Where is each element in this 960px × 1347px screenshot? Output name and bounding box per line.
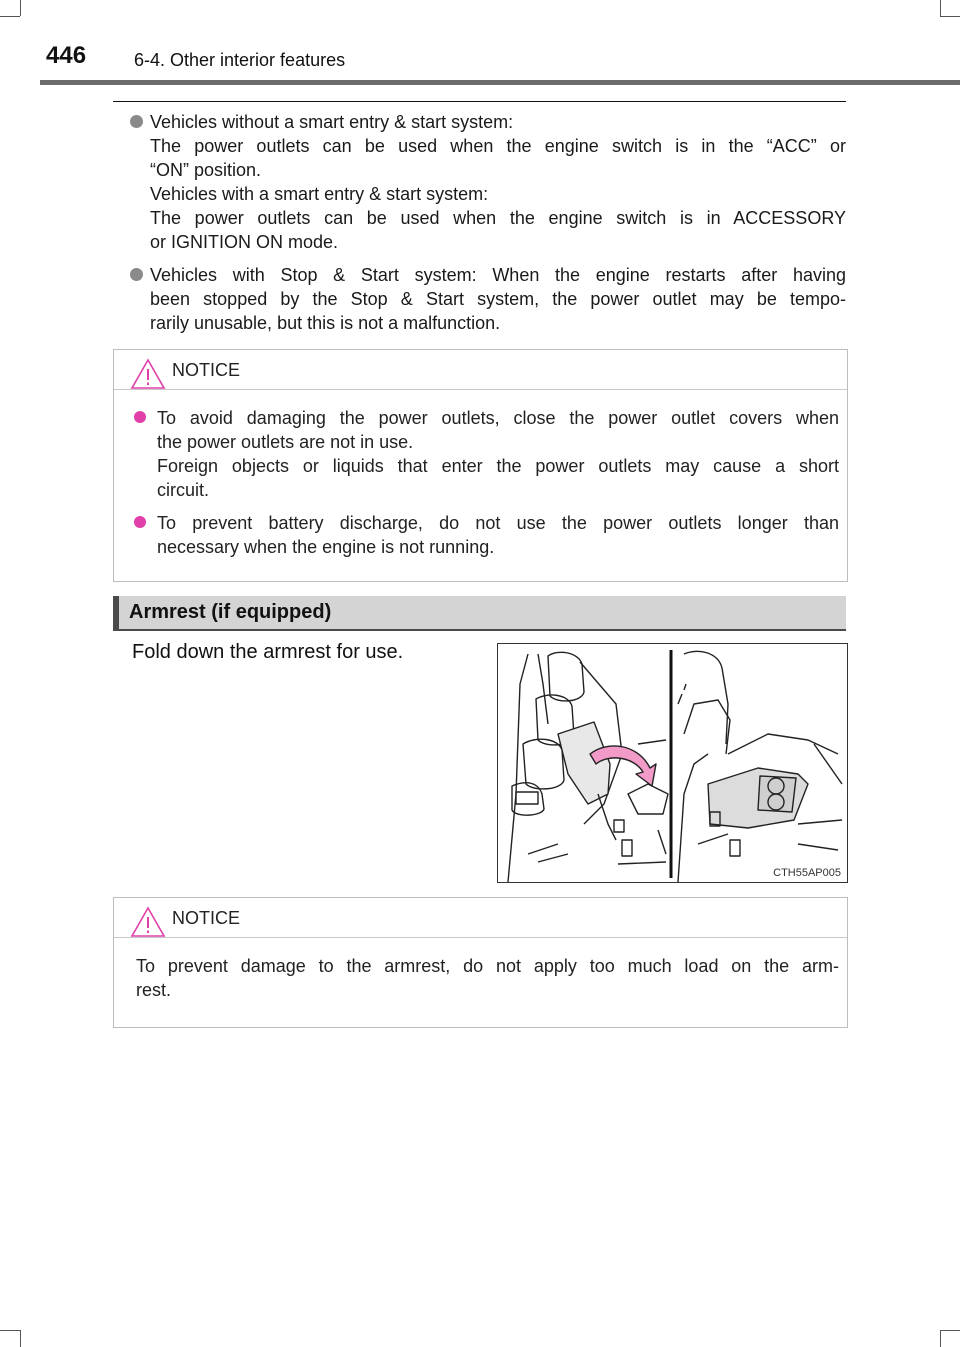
crop-mark	[940, 1330, 941, 1347]
crop-mark	[0, 16, 20, 17]
armrest-illustration	[497, 643, 848, 883]
text-line: rest.	[136, 980, 172, 1000]
crop-mark	[20, 1330, 21, 1347]
bullet-dot-icon	[130, 268, 143, 281]
notice-title: NOTICE	[172, 908, 241, 928]
armrest-instruction: Fold down the armrest for use.	[132, 641, 404, 663]
text-line: necessary when the engine is not running.	[157, 537, 495, 557]
bullet-dot-icon	[134, 516, 146, 528]
notice-text	[134, 954, 839, 1002]
crop-mark	[940, 16, 960, 17]
bullet-dot-icon	[130, 115, 143, 128]
notice-title: NOTICE	[172, 360, 241, 380]
crop-mark	[940, 0, 941, 16]
notice-item	[134, 511, 839, 559]
bullet-item	[130, 110, 846, 254]
figure-code: CTH55AP005	[773, 867, 841, 879]
notice-body	[114, 938, 847, 1014]
notice-header	[114, 350, 847, 390]
notice-item	[134, 406, 839, 502]
section-heading: Armrest (if equipped)	[129, 601, 332, 623]
text-line: the power outlets are not in use.	[157, 432, 414, 452]
text-line: To avoid damaging the power outlets, close the power outlet covers when	[157, 408, 839, 428]
section-heading-bar	[113, 596, 846, 631]
text-line: or IGNITION ON mode.	[150, 232, 339, 252]
text-line: To prevent damage to the armrest, do not apply too much load on the arm-	[136, 956, 839, 976]
text-line: rarily unusable, but this is not a malfunction.	[150, 313, 501, 333]
text-line: “ON” position.	[150, 160, 262, 180]
text-line: The power outlets can be used when the engine switch is in the “ACC” or	[150, 136, 846, 156]
notice-body	[114, 390, 847, 580]
warning-triangle-icon	[130, 358, 166, 390]
section-title: 6-4. Other interior features	[134, 50, 346, 70]
crop-mark	[20, 0, 21, 16]
text-line: been stopped by the Stop & Start system, the power outlet may be tempo-	[150, 289, 846, 309]
crop-mark	[0, 1330, 20, 1331]
text-line: Vehicles without a smart entry & start system:	[150, 112, 514, 132]
header-rule	[40, 80, 960, 85]
text-line: Vehicles with a smart entry & start system:	[150, 184, 489, 204]
notice-box-power-outlets	[113, 349, 848, 582]
warning-triangle-icon	[130, 906, 166, 938]
content-top-rule	[113, 101, 846, 102]
bullet-dot-icon	[134, 411, 146, 423]
text-line: The power outlets can be used when the engine switch is in ACCESSORY	[150, 208, 846, 228]
page-number: 446	[46, 42, 87, 69]
notice-box-armrest	[113, 897, 848, 1028]
power-outlet-notes	[130, 110, 846, 344]
rear-seat-illustration	[498, 644, 847, 882]
notice-header	[114, 898, 847, 938]
heading-accent	[113, 596, 119, 629]
text-line: Vehicles with Stop & Start system: When the engine restarts after having	[150, 265, 846, 285]
bullet-item	[130, 263, 846, 335]
text-line: circuit.	[157, 480, 210, 500]
text-line: To prevent battery discharge, do not use the power outlets longer than	[157, 513, 839, 533]
text-line: Foreign objects or liquids that enter the power outlets may cause a short	[157, 456, 839, 476]
crop-mark	[940, 1330, 960, 1331]
